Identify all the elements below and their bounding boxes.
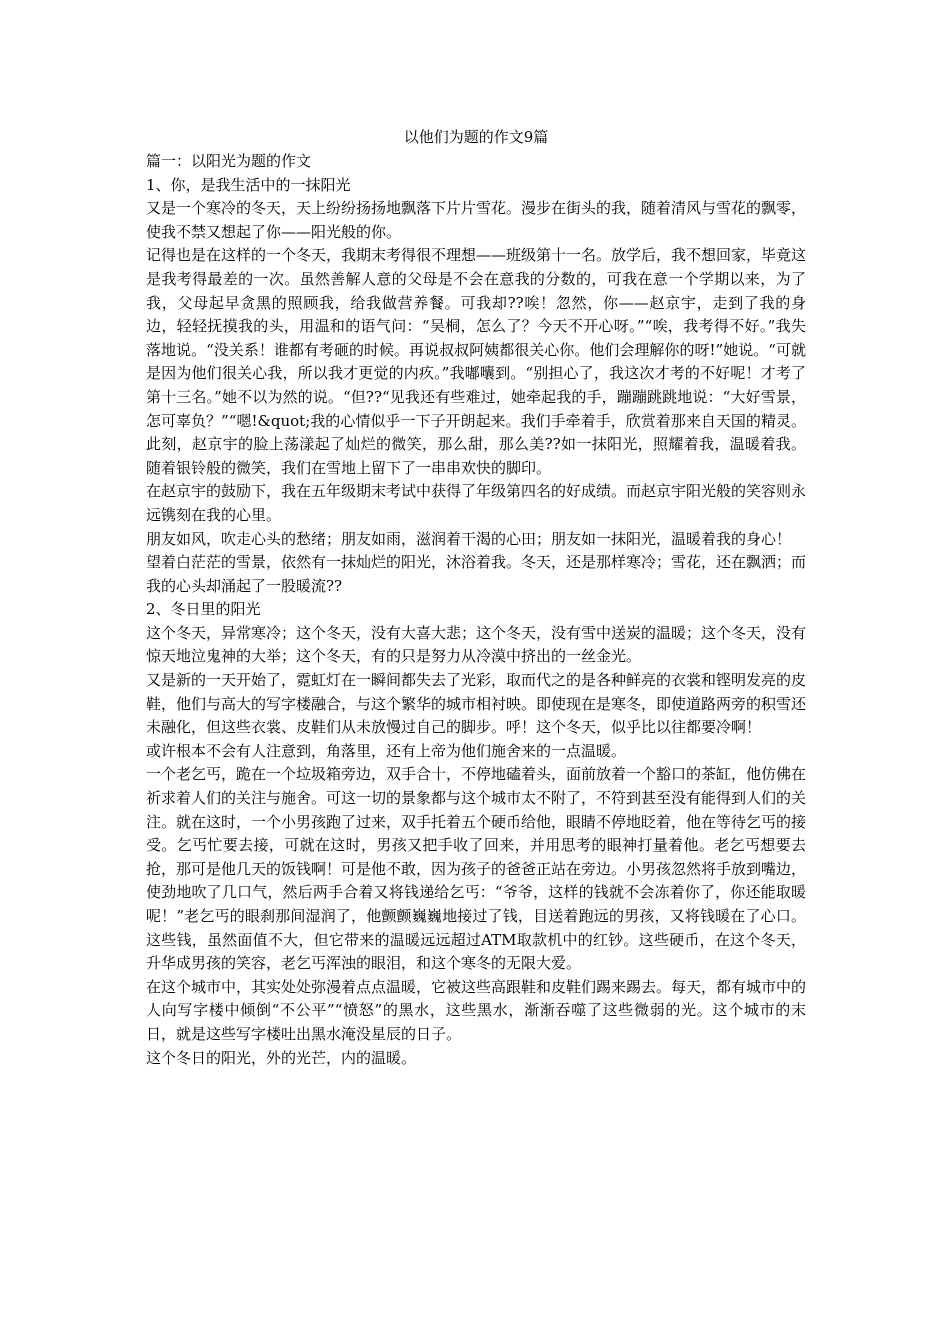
paragraph: 在赵京宇的鼓励下，我在五年级期末考试中获得了年级第四名的好成绩。而赵京宇阳光般的笑容则永远镌刻在我的心里。: [146, 482, 807, 524]
paragraph: 又是新的一天开始了，霓虹灯在一瞬间都失去了光彩，取而代之的是各种鲜亮的衣裳和铿明发亮的皮鞋，他们与高大的写字楼融合，与这个繁华的城市相衬映。即使现在是寒冬，即使道路两旁的积雪还未融化，但这些衣裳、皮鞋们从未放慢过自己的脚步。呼！这个冬天，似乎比以往都要冷啊！: [146, 671, 807, 737]
paragraph: 或许根本不会有人注意到，角落里，还有上帝为他们施舍来的一点温暖。: [146, 741, 627, 760]
paragraph: 朋友如风，吹走心头的愁绪；朋友如雨，滋润着干渴的心田；朋友如一抹阳光，温暖着我的身心！: [146, 529, 792, 548]
paragraph: 这个冬天，异常寒冷；这个冬天，没有大喜大悲；这个冬天，没有雪中送炭的温暖；这个冬天，没有惊天地泣鬼神的大举；这个冬天，有的只是努力从冷漠中挤出的一丝金光。: [146, 623, 807, 666]
paragraph: 记得也是在这样的一个冬天，我期末考得很不理想——班级第十一名。放学后，我不想回家，毕竟这是我考得最差的一次。虽然善解人意的父母是不会在意我的分数的，可我在意一个学期以来，为了我，父母起早贪黑的照顾我，给我做营养餐。可我却??唉！忽然，你——赵京宇，走到了我的身边，轻轻抚摸我的头，用温和的语气问：“吴桐，怎么了？今天不开心呀。”“唉，我考得不好。”我失落地说。“没关系！谁都有考砸的时候。再说叔叔阿姨都很关心你。他们会理解你的呀!”她说。“可就是因为他们很关心我，所以我才更觉的内疚。”我嘟囔到。“别担心了，我这次才考的不好呢！才考了第十三名。”她不以为然的说。“但??“见我还有些难过，她牵起我的手，蹦蹦跳跳地说：“大好雪景，怎可辜负？”“嗯!&quot;我的心情似乎一下子开朗起来。我们手牵着手，欣赏着那来自天国的精灵。此刻，赵京宇的脸上荡漾起了灿烂的微笑，那么甜，那么美??如一抹阳光，照耀着我，温暖着我。随着银铃般的微笑，我们在雪地上留下了一串串欢快的脚印。: [146, 246, 807, 477]
subsection-heading: 1、你，是我生活中的一抹阳光: [146, 175, 351, 194]
paragraph: 一个老乞丐，跪在一个垃圾箱旁边，双手合十，不停地磕着头，面前放着一个豁口的茶缸，他仿佛在祈求着人们的关注与施舍。可这一切的景象都与这个城市太不附了，不符到甚至没有能得到人们的关注。就在这时，一个小男孩跑了过来，双手托着五个硬币给他，眼睛不停地眨着，他在等待乞丐的接受。乞丐忙要去接，可就在这时，男孩又把手收了回来，并用思考的眼神打量着他。老乞丐想要去抢，那可是他几天的饭钱啊！可是他不敢，因为孩子的爸爸正站在旁边。小男孩忽然将手放到嘴边，使劲地吹了几口气，然后两手合着又将钱递给乞丐：“爷爷，这样的钱就不会冻着你了，你还能取暖呢！”老乞丐的眼刹那间湿润了，他颤颤巍巍地接过了钱，目送着跑远的男孩，又将钱暖在了心口。这些钱，虽然面值不大，但它带来的温暖远远超过ATM取款机中的红钞。这些硬币，在这个冬天，升华成男孩的笑容，老乞丐浑浊的眼泪，和这个寒冬的无限大爱。: [146, 765, 807, 973]
paragraph: 又是一个寒冷的冬天，天上纷纷扬扬地飘落下片片雪花。漫步在街头的我，随着清风与雪花的飘零，使我不禁又想起了你——阳光般的你。: [146, 199, 807, 241]
paragraph: 望着白茫茫的雪景，依然有一抹灿烂的阳光，沐浴着我。冬天，还是那样寒冷；雪花，还在飘洒；而我的心头却涌起了一股暖流??: [146, 553, 807, 595]
document-body: [146, 150, 806, 1070]
section-heading: 篇一：以阳光为题的作文: [146, 152, 312, 170]
paragraph: 这个冬日的阳光，外的光芒，内的温暖。: [146, 1048, 417, 1067]
document-page: [146, 126, 806, 1070]
paragraph: 在这个城市中，其实处处弥漫着点点温暖，它被这些高跟鞋和皮鞋们踢来踢去。每天，都有城市中的人向写字楼中倾倒“不公平”“愤怒”的黑水，这些黑水，渐渐吞噬了这些微弱的光。这个城市的末日，就是这些写字楼吐出黑水淹没星辰的日子。: [146, 977, 807, 1043]
document-title: 以他们为题的作文9篇: [403, 128, 549, 146]
subsection-heading: 2、冬日里的阳光: [146, 600, 261, 619]
